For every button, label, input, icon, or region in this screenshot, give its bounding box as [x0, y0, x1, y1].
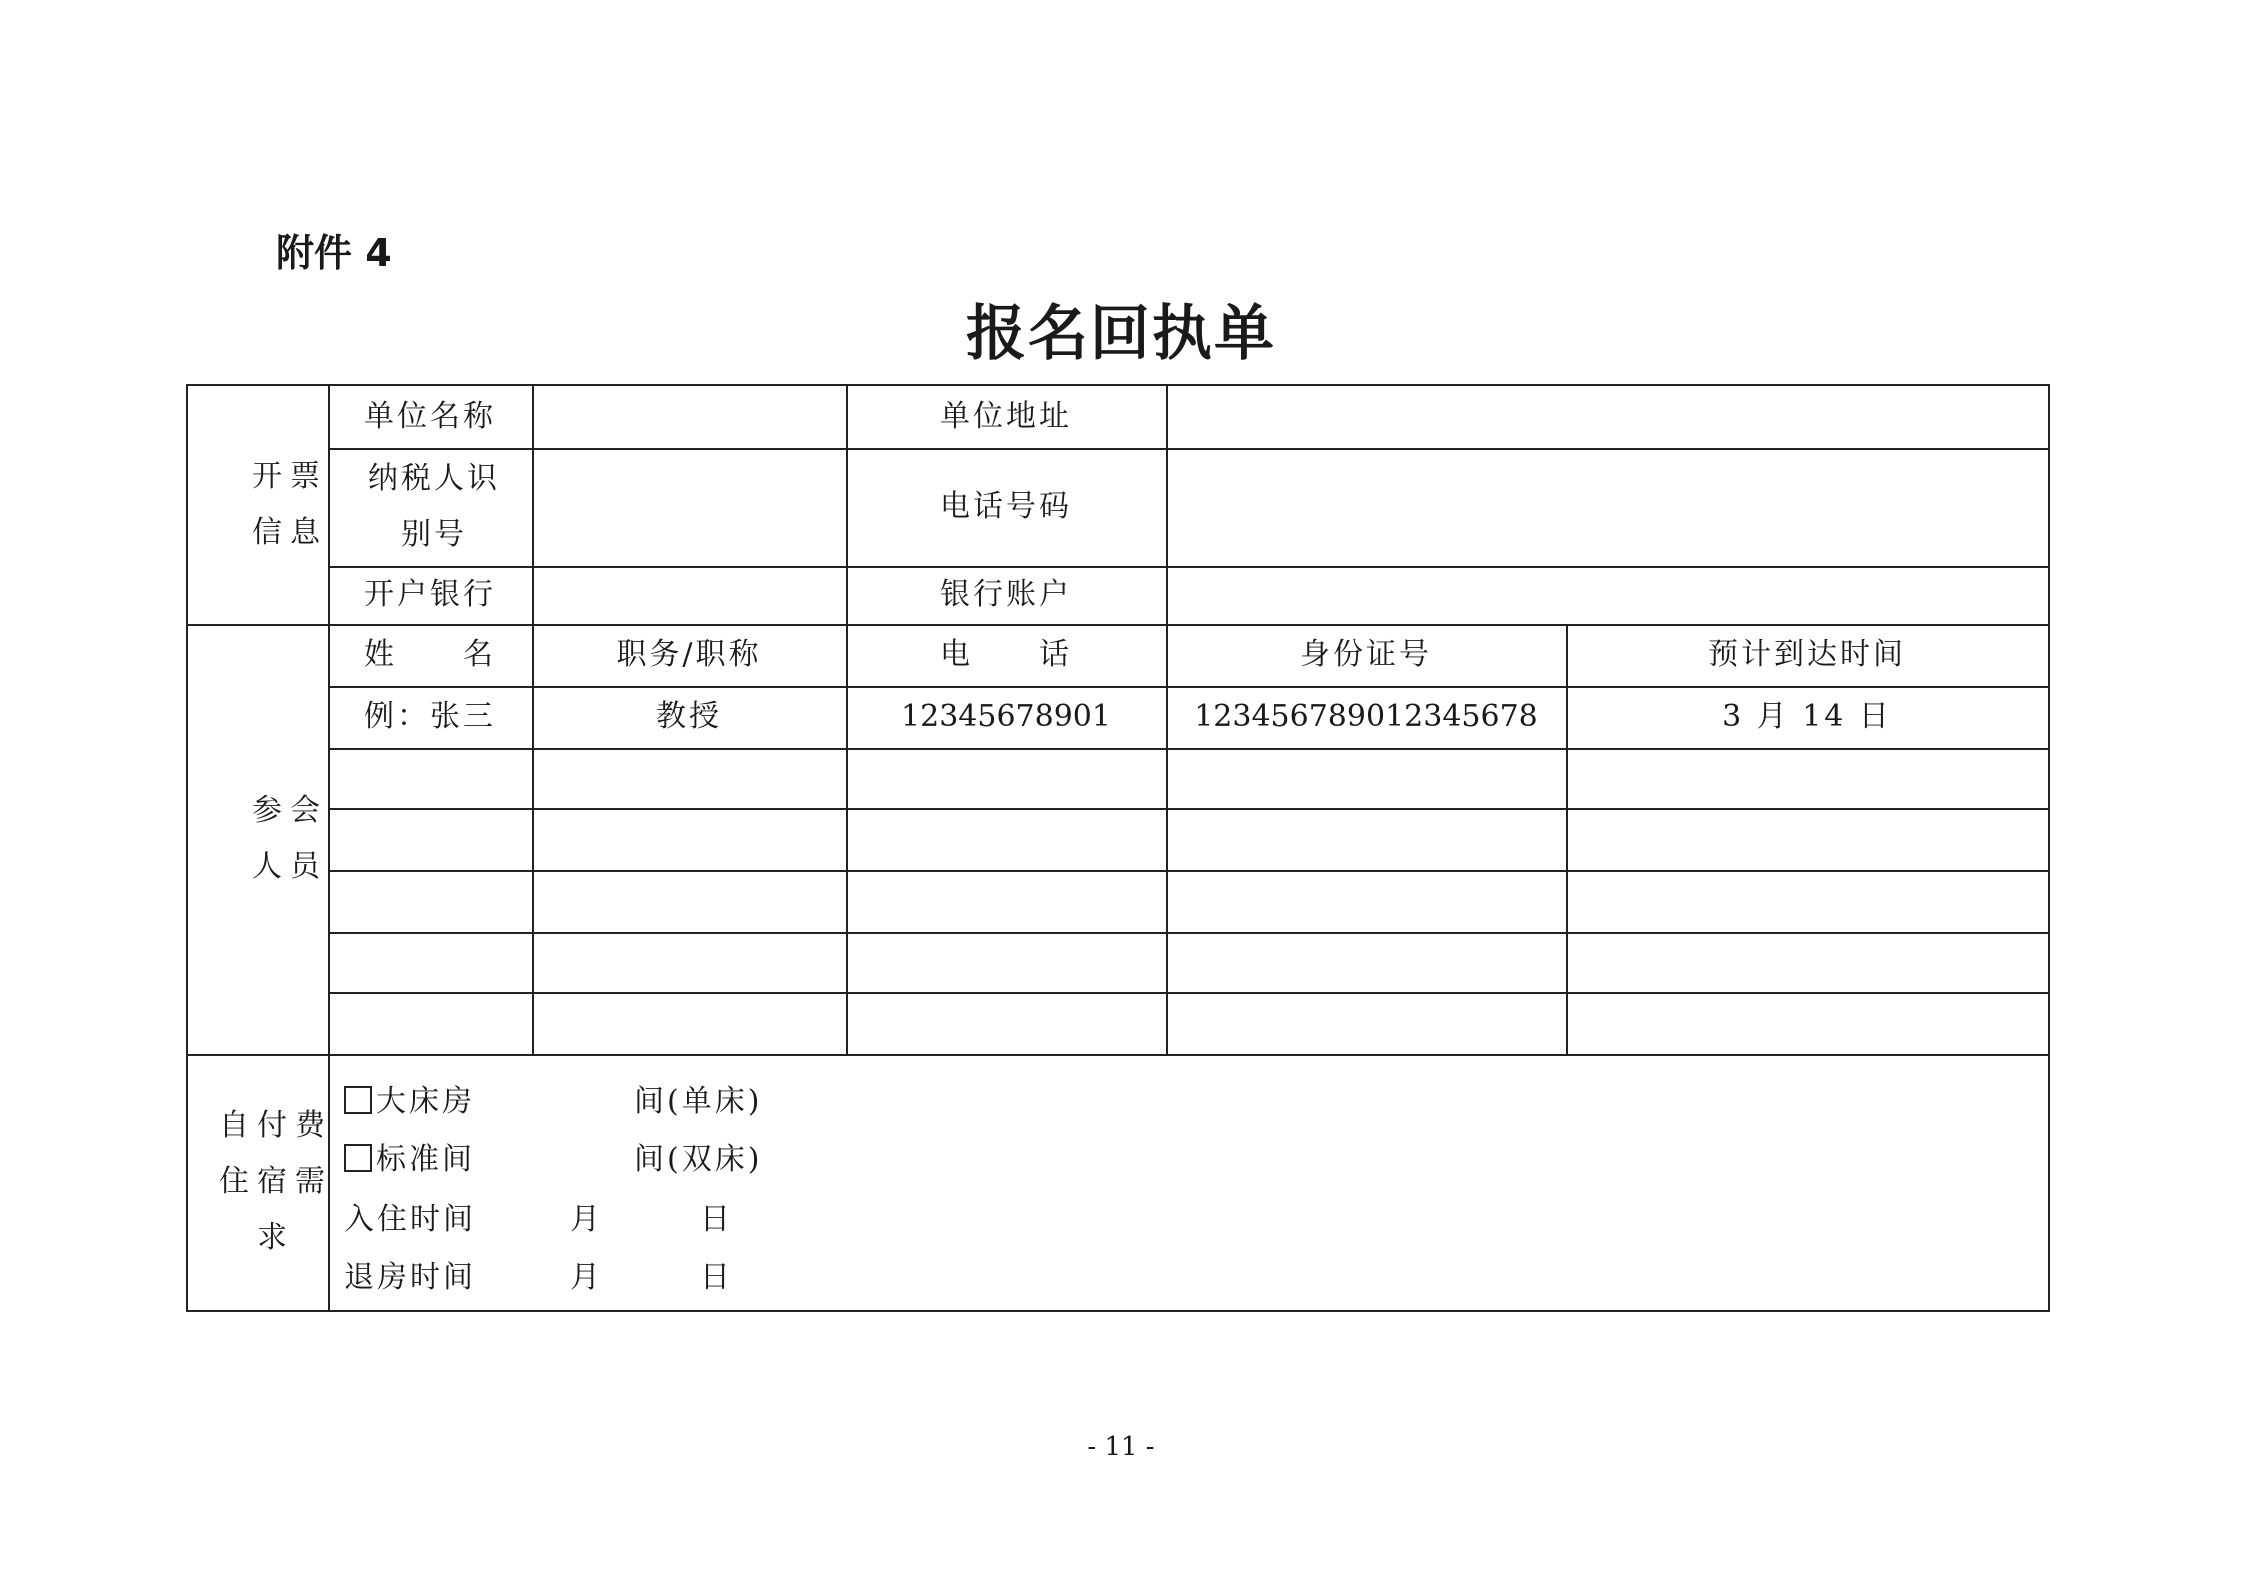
checkin-month: 月	[570, 1202, 603, 1237]
column-header-arrival-time: 预计到达时间	[1708, 637, 1906, 672]
page-number: - 11 -	[1087, 1432, 1155, 1462]
attendee-section-label: 参会人员	[252, 793, 328, 884]
unit-name-label: 单位名称	[364, 399, 496, 434]
column-header-name: 姓 名	[364, 637, 496, 672]
attachment-label: 附件 4	[276, 231, 392, 275]
bank-account-label: 银行账户	[940, 577, 1072, 612]
king-room-unit: 间(单床)	[634, 1084, 763, 1119]
unit-address-label: 单位地址	[940, 399, 1072, 434]
column-header-title: 职务/职称	[616, 637, 762, 672]
grid-line	[328, 808, 2048, 810]
phone-number-label: 电话号码	[940, 489, 1072, 524]
grid-line	[328, 748, 2048, 750]
page-title: 报名回执单	[966, 299, 1276, 369]
example-phone: 12345678901	[901, 699, 1111, 734]
standard-room-unit: 间(双床)	[634, 1142, 763, 1177]
taxpayer-id-label: 纳税人识别号	[368, 461, 500, 552]
example-arrival-time: 3 月 14 日	[1722, 699, 1892, 734]
grid-line	[188, 1054, 2048, 1056]
example-name: 例：张三	[364, 699, 496, 734]
checkbox-icon[interactable]	[344, 1086, 372, 1114]
checkout-day: 日	[700, 1260, 733, 1295]
grid-line	[328, 870, 2048, 872]
grid-line	[1166, 386, 1168, 624]
example-id-number: 123456789012345678	[1194, 699, 1538, 734]
grid-line	[328, 992, 2048, 994]
checkin-day: 日	[700, 1202, 733, 1237]
registration-form	[186, 384, 2050, 1312]
grid-line	[328, 566, 2048, 568]
grid-line	[328, 448, 2048, 450]
king-room-option[interactable]: 大床房	[344, 1076, 475, 1120]
example-title: 教授	[656, 699, 722, 734]
invoice-section-label: 开票信息	[252, 459, 328, 550]
checkbox-icon[interactable]	[344, 1144, 372, 1172]
grid-line	[532, 386, 534, 624]
column-header-id-number: 身份证号	[1300, 637, 1432, 672]
standard-room-option[interactable]: 标准间	[344, 1134, 475, 1178]
bank-label: 开户银行	[364, 577, 496, 612]
checkout-label: 退房时间	[344, 1260, 476, 1295]
checkout-month: 月	[570, 1260, 603, 1295]
checkin-label: 入住时间	[344, 1202, 476, 1237]
grid-line	[328, 932, 2048, 934]
column-header-phone: 电 话	[940, 637, 1072, 672]
lodging-section-label: 自付费住宿需求	[219, 1108, 333, 1255]
